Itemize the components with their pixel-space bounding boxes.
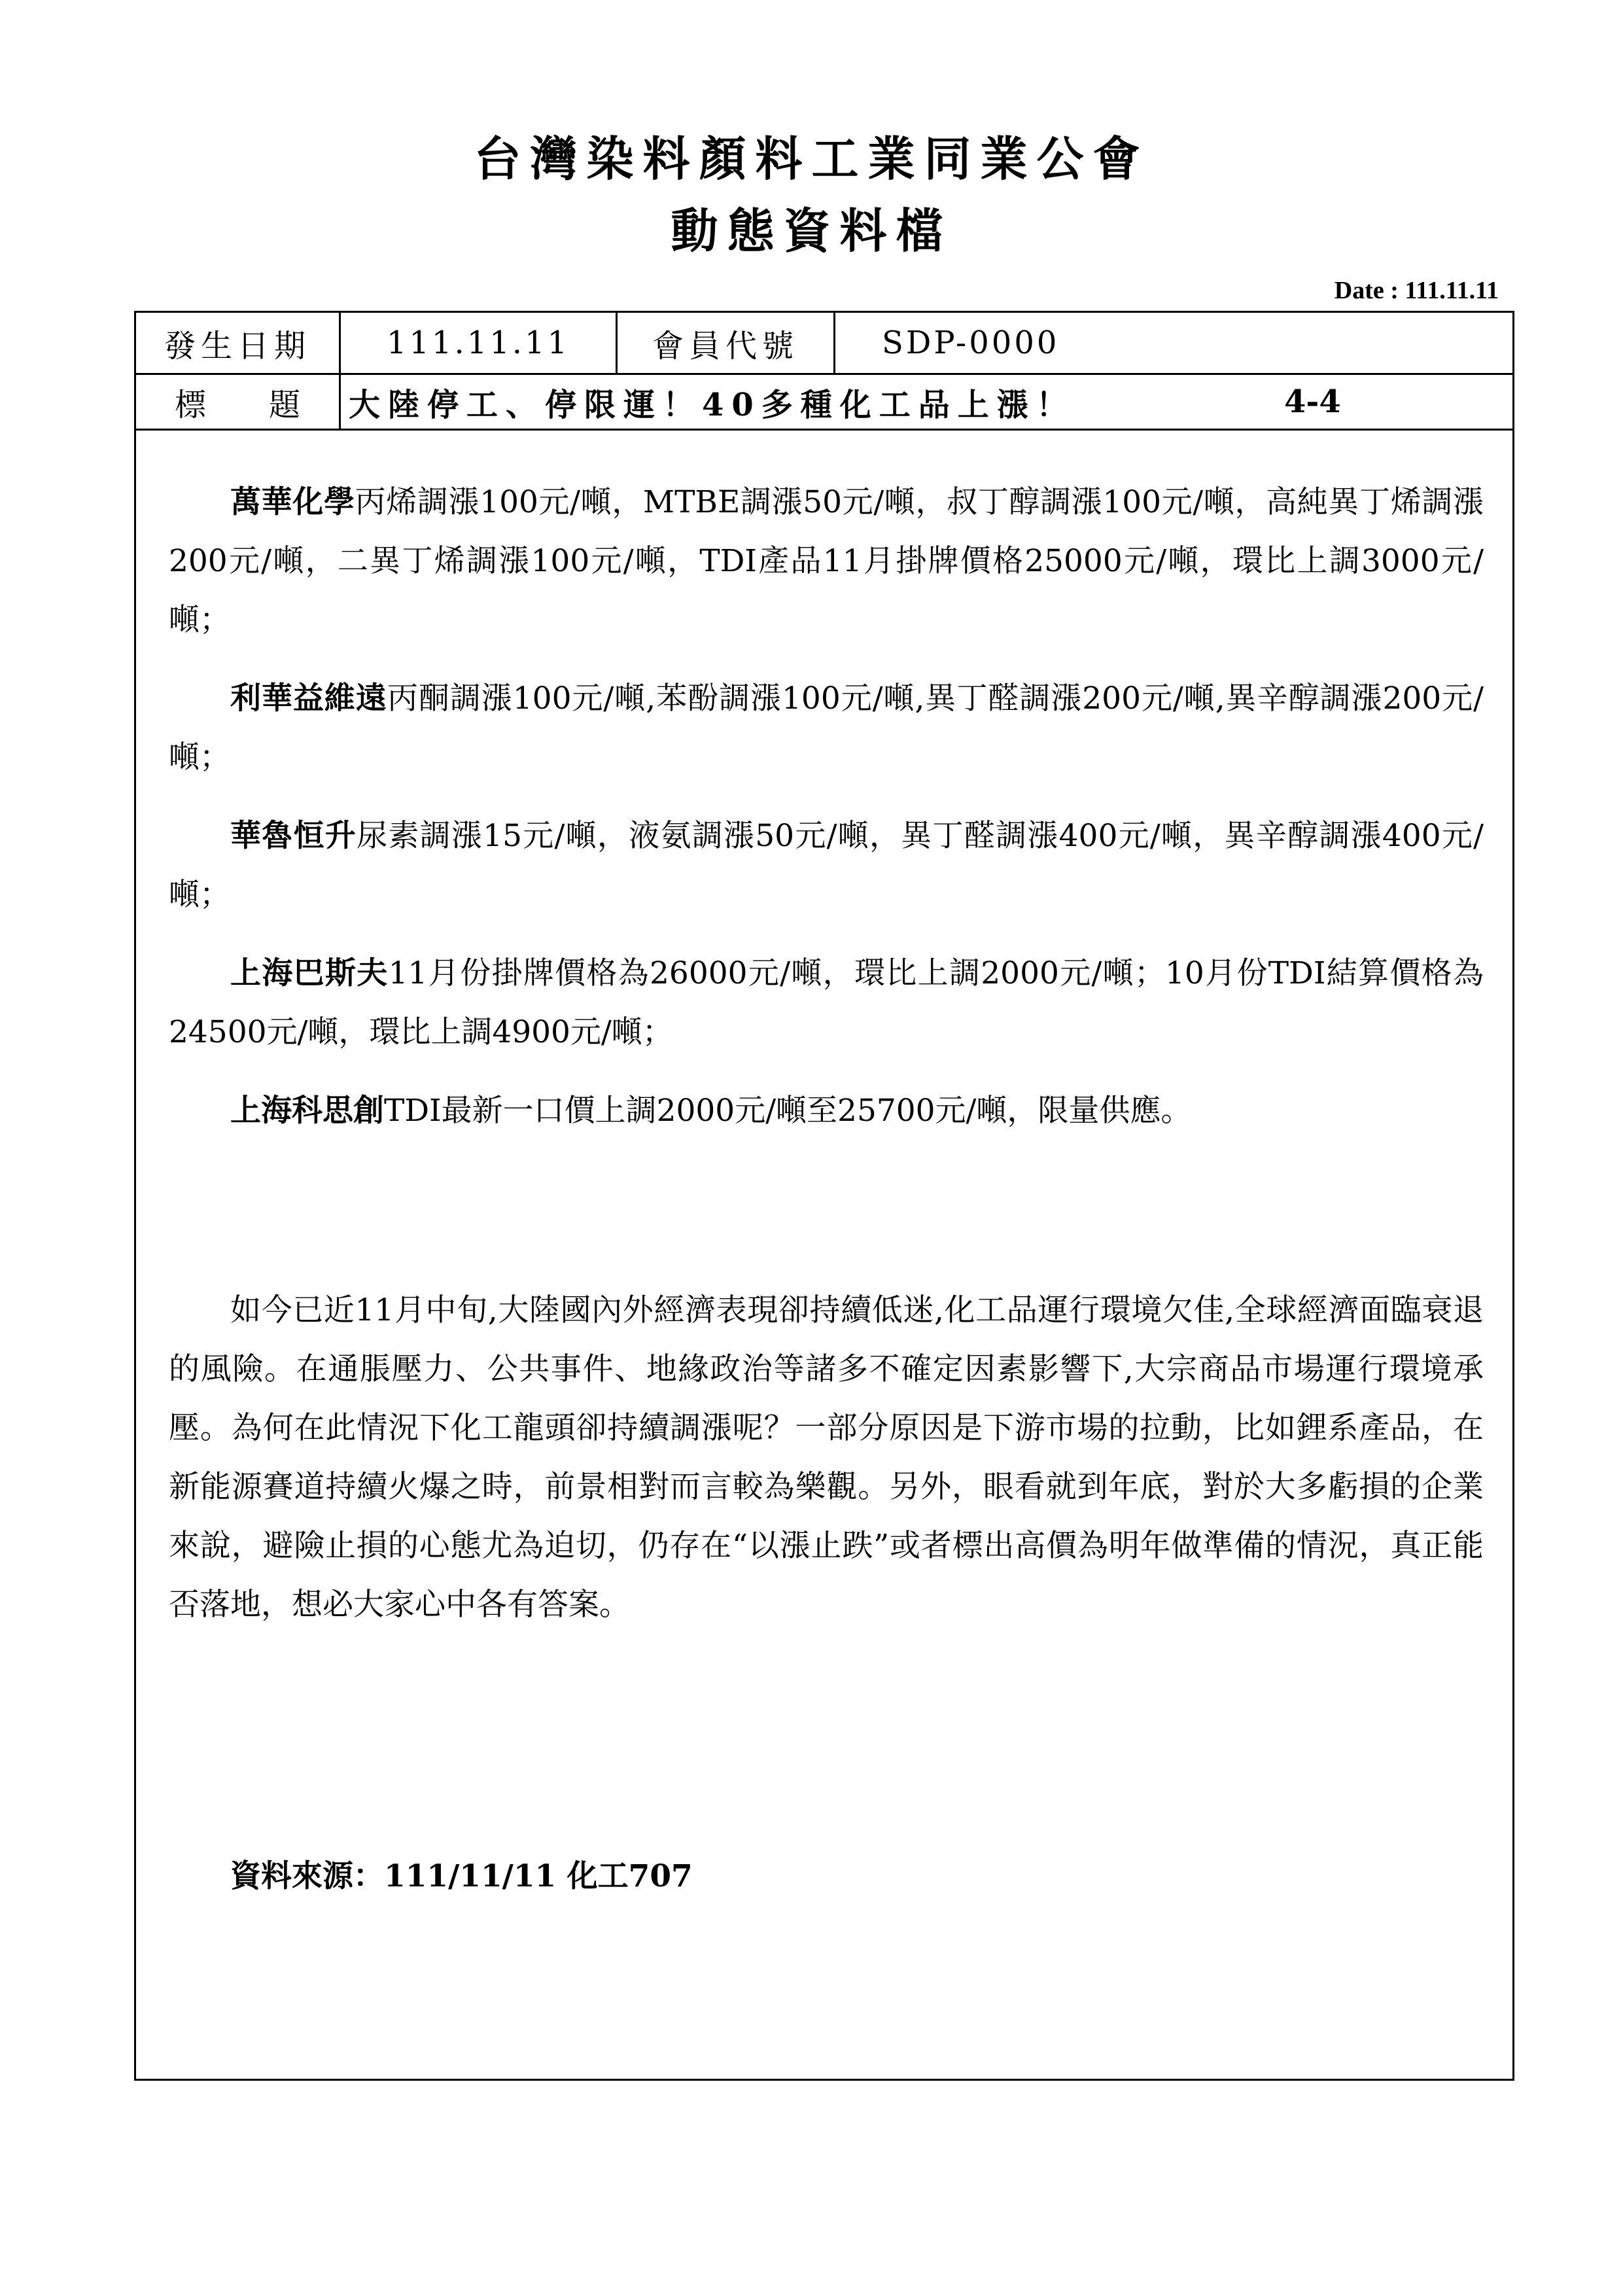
news-paragraph: [169, 669, 1484, 787]
content-frame: [134, 311, 1514, 2081]
info-row-date-member: [136, 313, 1512, 375]
divider: [833, 313, 835, 373]
info-row-subject: [136, 375, 1512, 431]
summary-section: [169, 1281, 1484, 1634]
date-label: 發生日期: [164, 327, 311, 364]
source-note: 資料來源：111/11/11 化工707: [230, 1858, 693, 1894]
page-number: 4-4: [1284, 383, 1341, 420]
document-title: 動態資料檔: [671, 203, 952, 258]
paragraph-text: 11月份掛牌價格為26000元/噸，環比上調2000元/噸；10月份TDI結算價格為24500元/噸，環比上調4900元/噸；: [169, 955, 1484, 1050]
paragraph-text: 丙酮調漲100元/噸,苯酚調漲100元/噸,異丁醛調漲200元/噸,異辛醇調漲200元/噸；: [169, 680, 1484, 775]
news-paragraph: [169, 473, 1484, 650]
company-name: 上海巴斯夫: [230, 955, 389, 991]
paragraph-text: 丙烯調漲100元/噸，MTBE調漲50元/噸，叔丁醇調漲100元/噸，高純異丁烯調漲200元/噸，二異丁烯調漲100元/噸，TDI產品11月掛牌價格25000元/噸，環比上調3000元/噸；: [169, 484, 1484, 638]
divider: [339, 375, 341, 429]
source-section: [169, 1847, 1484, 1906]
company-name: 華魯恒升: [230, 818, 357, 854]
company-name: 利華益維遠: [230, 680, 387, 716]
news-paragraph: [169, 1082, 1484, 1140]
association-title: 台灣染料顏料工業同業公會: [474, 131, 1149, 186]
news-paragraph: [169, 807, 1484, 925]
news-paragraph: [169, 944, 1484, 1062]
news-body: [169, 473, 1484, 1140]
document-date: Date : 111.11.11: [1334, 277, 1499, 304]
summary-paragraph: 如今已近11月中旬,大陸國內外經濟表現卻持續低迷,化工品運行環境欠佳,全球經濟面臨衰退的風險。在通脹壓力、公共事件、地緣政治等諸多不確定因素影響下,大宗商品市場運行環境承壓。為何在此情況下化工龍頭卻持續調漲呢？一部分原因是下游市場的拉動，比如鋰系產品，在新能源賽道持續火爆之時，前景相對而言較為樂觀。另外，眼看就到年底，對於大多虧損的企業來說，避險止損的心態尤為迫切，仍存在“以漲止跌”或者標出高價為明年做準備的情況，真正能否落地，想必大家心中各有答案。: [169, 1292, 1484, 1623]
paragraph-text: 尿素調漲15元/噸，液氨調漲50元/噸，異丁醛調漲400元/噸，異辛醇調漲400元/噸；: [169, 818, 1484, 913]
subject-label: 標 題: [174, 386, 300, 423]
company-name: 上海科思創: [230, 1093, 384, 1129]
member-label: 會員代號: [652, 327, 799, 364]
paragraph-text: TDI最新一口價上調2000元/噸至25700元/噸，限量供應。: [384, 1093, 1192, 1129]
subject-value: 大陸停工、停限運！40多種化工品上漲！: [349, 386, 1075, 423]
company-name: 萬華化學: [230, 484, 355, 520]
date-value: 111.11.11: [386, 325, 570, 361]
member-value: SDP-0000: [882, 325, 1060, 361]
